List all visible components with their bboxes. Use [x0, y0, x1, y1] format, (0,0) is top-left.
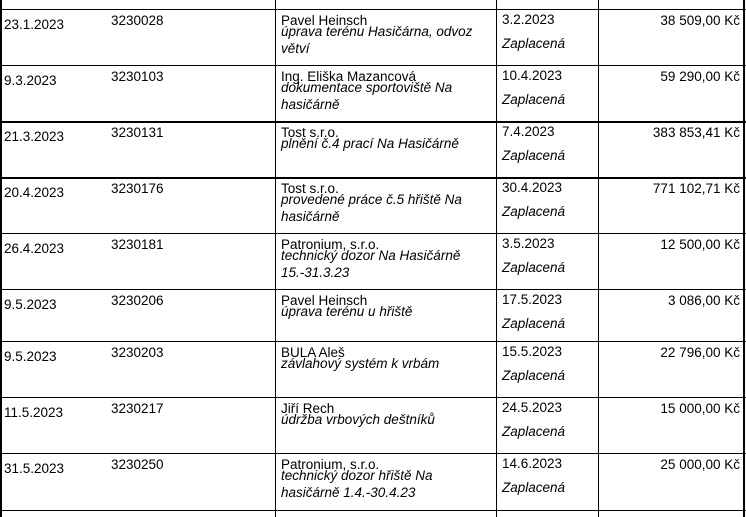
- invoice-description: plnění č.4 prací Na Hasičárně: [281, 136, 459, 151]
- invoice-number: 3230181: [111, 237, 164, 252]
- invoice-description: údržba vrbových deštníků: [281, 412, 435, 427]
- invoice-amount: 22 796,00 Kč: [660, 345, 740, 360]
- due-date: 15.5.2023: [502, 344, 563, 359]
- invoice-description: provedené práce č.5 hřiště Na: [281, 192, 462, 207]
- due-date: 14.6.2023: [502, 456, 563, 471]
- table-row: [0, 342, 746, 398]
- due-date: 7.4.2023: [502, 124, 555, 139]
- invoice-number: 3230176: [111, 181, 164, 196]
- invoice-amount: 59 290,00 Kč: [660, 69, 740, 84]
- payment-status: Zaplacená: [502, 424, 566, 439]
- invoice-date: 31.5.2023: [4, 461, 65, 476]
- supplier-name: BULA Aleš: [281, 345, 345, 360]
- payment-status: Zaplacená: [502, 36, 566, 51]
- invoice-amount: 38 509,00 Kč: [660, 13, 740, 28]
- invoice-description: závlahový systém k vrbám: [281, 356, 440, 371]
- invoice-date: 26.4.2023: [4, 241, 65, 256]
- payment-status: Zaplacená: [502, 204, 566, 219]
- due-date: 10.4.2023: [502, 68, 563, 83]
- invoice-number: 3230217: [111, 401, 164, 416]
- supplier-name: Tost s.r.o.: [281, 125, 339, 140]
- invoice-amount: 15 000,00 Kč: [660, 401, 740, 416]
- invoice-description: úprava terénu u hřiště: [281, 304, 413, 319]
- invoice-description-line2: hasičárně: [281, 97, 340, 112]
- invoice-description-line2: hasičárně: [281, 209, 340, 224]
- row-divider: [0, 9, 746, 10]
- invoice-amount: 383 853,41 Kč: [652, 125, 740, 140]
- supplier-name: Jiří Rech: [281, 401, 335, 416]
- table-row: [0, 398, 746, 454]
- invoice-number: 3230206: [111, 293, 164, 308]
- due-date: 30.4.2023: [502, 180, 563, 195]
- table-row: [0, 290, 746, 346]
- invoice-number: 3230028: [111, 13, 164, 28]
- row-divider: [0, 341, 746, 342]
- table-row: [0, 66, 746, 122]
- table-row: [0, 10, 746, 66]
- row-divider: [0, 289, 746, 290]
- supplier-name: Pavel Heinsch: [281, 13, 368, 28]
- invoice-number: 3230103: [111, 69, 164, 84]
- invoice-date: 23.1.2023: [4, 17, 65, 32]
- invoice-description-line2: větví: [281, 41, 310, 56]
- row-divider: [0, 397, 746, 398]
- supplier-name: Patronium, s.r.o.: [281, 457, 380, 472]
- table-row: [0, 454, 746, 510]
- row-divider: [0, 233, 746, 234]
- due-date: 24.5.2023: [502, 400, 563, 415]
- table-row: [0, 178, 746, 234]
- invoice-date: 11.5.2023: [4, 405, 64, 420]
- invoice-number: 3230250: [111, 457, 164, 472]
- invoice-amount: 12 500,00 Kč: [660, 237, 740, 252]
- row-divider: [0, 121, 746, 123]
- invoice-amount: 25 000,00 Kč: [660, 457, 740, 472]
- invoice-description-line2: 15.-31.3.23: [281, 265, 350, 280]
- due-date: 3.5.2023: [502, 236, 555, 251]
- payment-status: Zaplacená: [502, 92, 566, 107]
- invoice-date: 9.3.2023: [4, 73, 57, 88]
- invoice-date: 21.3.2023: [4, 129, 65, 144]
- supplier-name: Patronium, s.r.o.: [281, 237, 380, 252]
- payment-status: Zaplacená: [502, 260, 566, 275]
- due-date: 3.2.2023: [502, 12, 555, 27]
- row-divider: [0, 453, 746, 454]
- supplier-name: Tost s.r.o.: [281, 181, 339, 196]
- row-divider: [0, 65, 746, 66]
- invoice-description: dokumentace sportoviště Na: [281, 80, 453, 95]
- invoice-amount: 3 086,00 Kč: [667, 293, 740, 308]
- invoice-description: technický dozor Na Hasičárně: [281, 248, 461, 263]
- row-divider: [0, 510, 746, 511]
- table-row: [0, 234, 746, 290]
- invoice-date: 9.5.2023: [4, 297, 57, 312]
- invoice-number: 3230131: [111, 125, 164, 140]
- invoice-date: 9.5.2023: [4, 349, 57, 364]
- invoice-description: technický dozor hřiště Na: [281, 468, 433, 483]
- invoice-description-line2: hasičárně 1.4.-30.4.23: [281, 485, 416, 500]
- payment-status: Zaplacená: [502, 480, 566, 495]
- row-divider: [0, 177, 746, 179]
- invoice-description: úprava terénu Hasičárna, odvoz: [281, 24, 473, 39]
- payment-status: Zaplacená: [502, 148, 566, 163]
- supplier-name: Pavel Heinsch: [281, 293, 368, 308]
- payment-status: Zaplacená: [502, 368, 566, 383]
- invoice-date: 20.4.2023: [4, 185, 65, 200]
- table-row: [0, 122, 746, 178]
- due-date: 17.5.2023: [502, 292, 563, 307]
- invoice-number: 3230203: [111, 345, 164, 360]
- supplier-name: Ing. Eliška Mazancová: [281, 69, 417, 84]
- payment-status: Zaplacená: [502, 316, 566, 331]
- invoice-amount: 771 102,71 Kč: [652, 181, 740, 196]
